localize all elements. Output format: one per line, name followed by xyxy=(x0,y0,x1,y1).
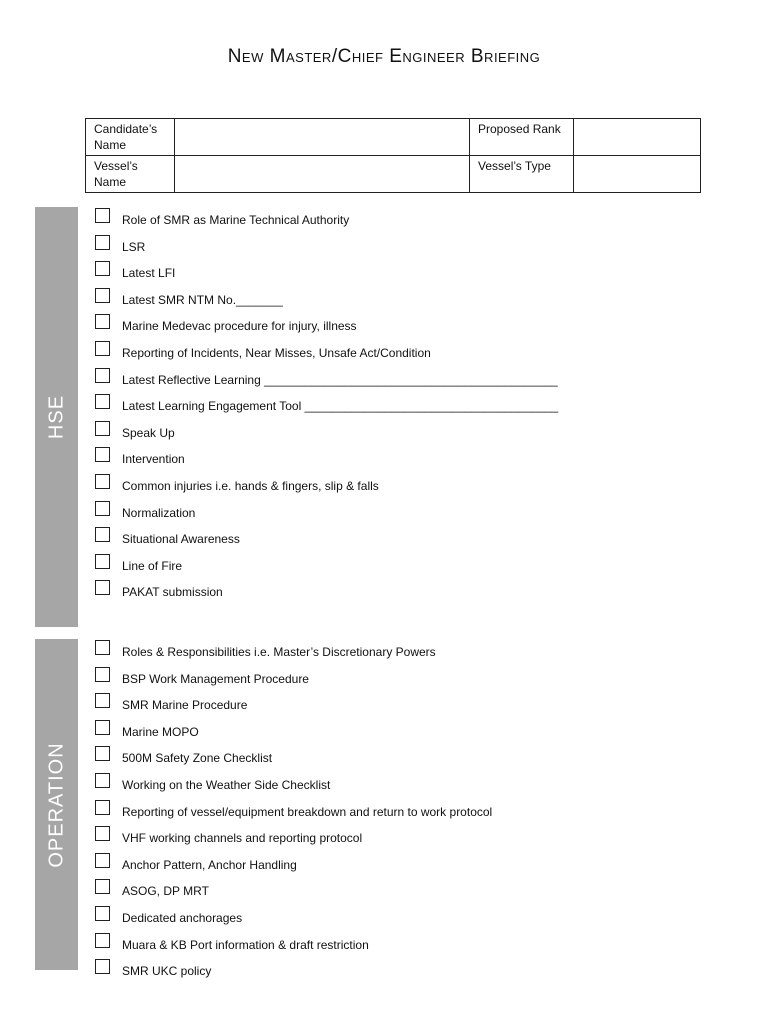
checklist-item-label: Muara & KB Port information & draft restriction xyxy=(122,937,369,952)
checklist-item-label: LSR xyxy=(122,239,146,254)
checklist-item-label: Latest Reflective Learning ____________________________________________ xyxy=(122,372,558,387)
checkbox[interactable] xyxy=(95,527,110,542)
checklist-item-label: Anchor Pattern, Anchor Handling xyxy=(122,857,297,872)
checklist-item-label: ASOG, DP MRT xyxy=(122,884,209,899)
checkbox[interactable] xyxy=(95,933,110,948)
checkbox[interactable] xyxy=(95,853,110,868)
checkbox[interactable] xyxy=(95,261,110,276)
checkbox[interactable] xyxy=(95,421,110,436)
checklist-item-label: Reporting of Incidents, Near Misses, Unsafe Act/Condition xyxy=(122,345,431,360)
checkbox[interactable] xyxy=(95,208,110,223)
checklist-item-label: Marine Medevac procedure for injury, illness xyxy=(122,319,357,334)
checklist-item-label: Intervention xyxy=(122,452,185,467)
checklist-item-label: Latest LFI xyxy=(122,266,176,281)
checklist-item-label: Situational Awareness xyxy=(122,532,240,547)
operation-section-bar xyxy=(35,639,78,970)
operation-section-label: OPERATION xyxy=(45,741,67,868)
vessel-type-label: Vessel’s Type xyxy=(470,156,574,193)
checkbox[interactable] xyxy=(95,879,110,894)
checklist-item-label: Common injuries i.e. hands & fingers, slip & falls xyxy=(122,478,379,493)
checkbox[interactable] xyxy=(95,501,110,516)
checkbox[interactable] xyxy=(95,906,110,921)
checkbox[interactable] xyxy=(95,773,110,788)
checklist-item-label: Marine MOPO xyxy=(122,724,199,739)
page-title: New Master/Chief Engineer Briefing xyxy=(227,46,541,67)
proposed-rank-label: Proposed Rank xyxy=(470,119,574,156)
checkbox[interactable] xyxy=(95,667,110,682)
checkbox[interactable] xyxy=(95,800,110,815)
checklist-item-label: Speak Up xyxy=(122,425,175,440)
checklist-item-label: Role of SMR as Marine Technical Authority xyxy=(122,213,350,227)
vessel-name-field[interactable] xyxy=(175,156,470,193)
proposed-rank-field[interactable] xyxy=(574,119,701,156)
hse-section-label: HSE xyxy=(45,394,67,440)
checkbox[interactable] xyxy=(95,580,110,595)
checkbox[interactable] xyxy=(95,368,110,383)
checkbox[interactable] xyxy=(95,341,110,356)
checkbox[interactable] xyxy=(95,235,110,250)
checkbox[interactable] xyxy=(95,720,110,735)
checklist-item-label: Latest SMR NTM No._______ xyxy=(122,292,283,307)
checklist-item-label: Reporting of vessel/equipment breakdown and return to work protocol xyxy=(122,804,493,819)
checklist-item-label: Latest Learning Engagement Tool ______________________________________ xyxy=(122,399,559,414)
checklist-item-label: SMR UKC policy xyxy=(122,964,212,979)
vessel-type-field[interactable] xyxy=(574,156,701,193)
checkbox[interactable] xyxy=(95,554,110,569)
checkbox[interactable] xyxy=(95,314,110,329)
checklist-item-label: 500M Safety Zone Checklist xyxy=(122,751,273,766)
candidate-name-label: Candidate’s Name xyxy=(86,119,175,156)
checkbox[interactable] xyxy=(95,394,110,409)
checkbox[interactable] xyxy=(95,474,110,489)
checklist-item-label: Working on the Weather Side Checklist xyxy=(122,777,331,792)
checklist-item-label: Line of Fire xyxy=(122,558,183,573)
checkbox[interactable] xyxy=(95,447,110,462)
checklist-item-label: Roles & Responsibilities i.e. Master’s Discretionary Powers xyxy=(122,645,436,659)
checklist-item-label: VHF working channels and reporting protocol xyxy=(122,831,363,846)
checklist-item-label: SMR Marine Procedure xyxy=(122,698,248,713)
checkbox[interactable] xyxy=(95,959,110,974)
checkbox[interactable] xyxy=(95,288,110,303)
checkbox[interactable] xyxy=(95,746,110,761)
candidate-info-table xyxy=(85,118,701,193)
checklist-item-label: PAKAT submission xyxy=(122,585,223,600)
checkbox[interactable] xyxy=(95,693,110,708)
checklist-item-label: BSP Work Management Procedure xyxy=(122,671,309,686)
checklist-item-label: Dedicated anchorages xyxy=(122,910,243,925)
vessel-name-label: Vessel’s Name xyxy=(86,156,175,193)
checkbox[interactable] xyxy=(95,826,110,841)
candidate-name-field[interactable] xyxy=(175,119,470,156)
checkbox[interactable] xyxy=(95,640,110,655)
checklist-item-label: Normalization xyxy=(122,505,196,520)
hse-section-bar xyxy=(35,207,78,627)
